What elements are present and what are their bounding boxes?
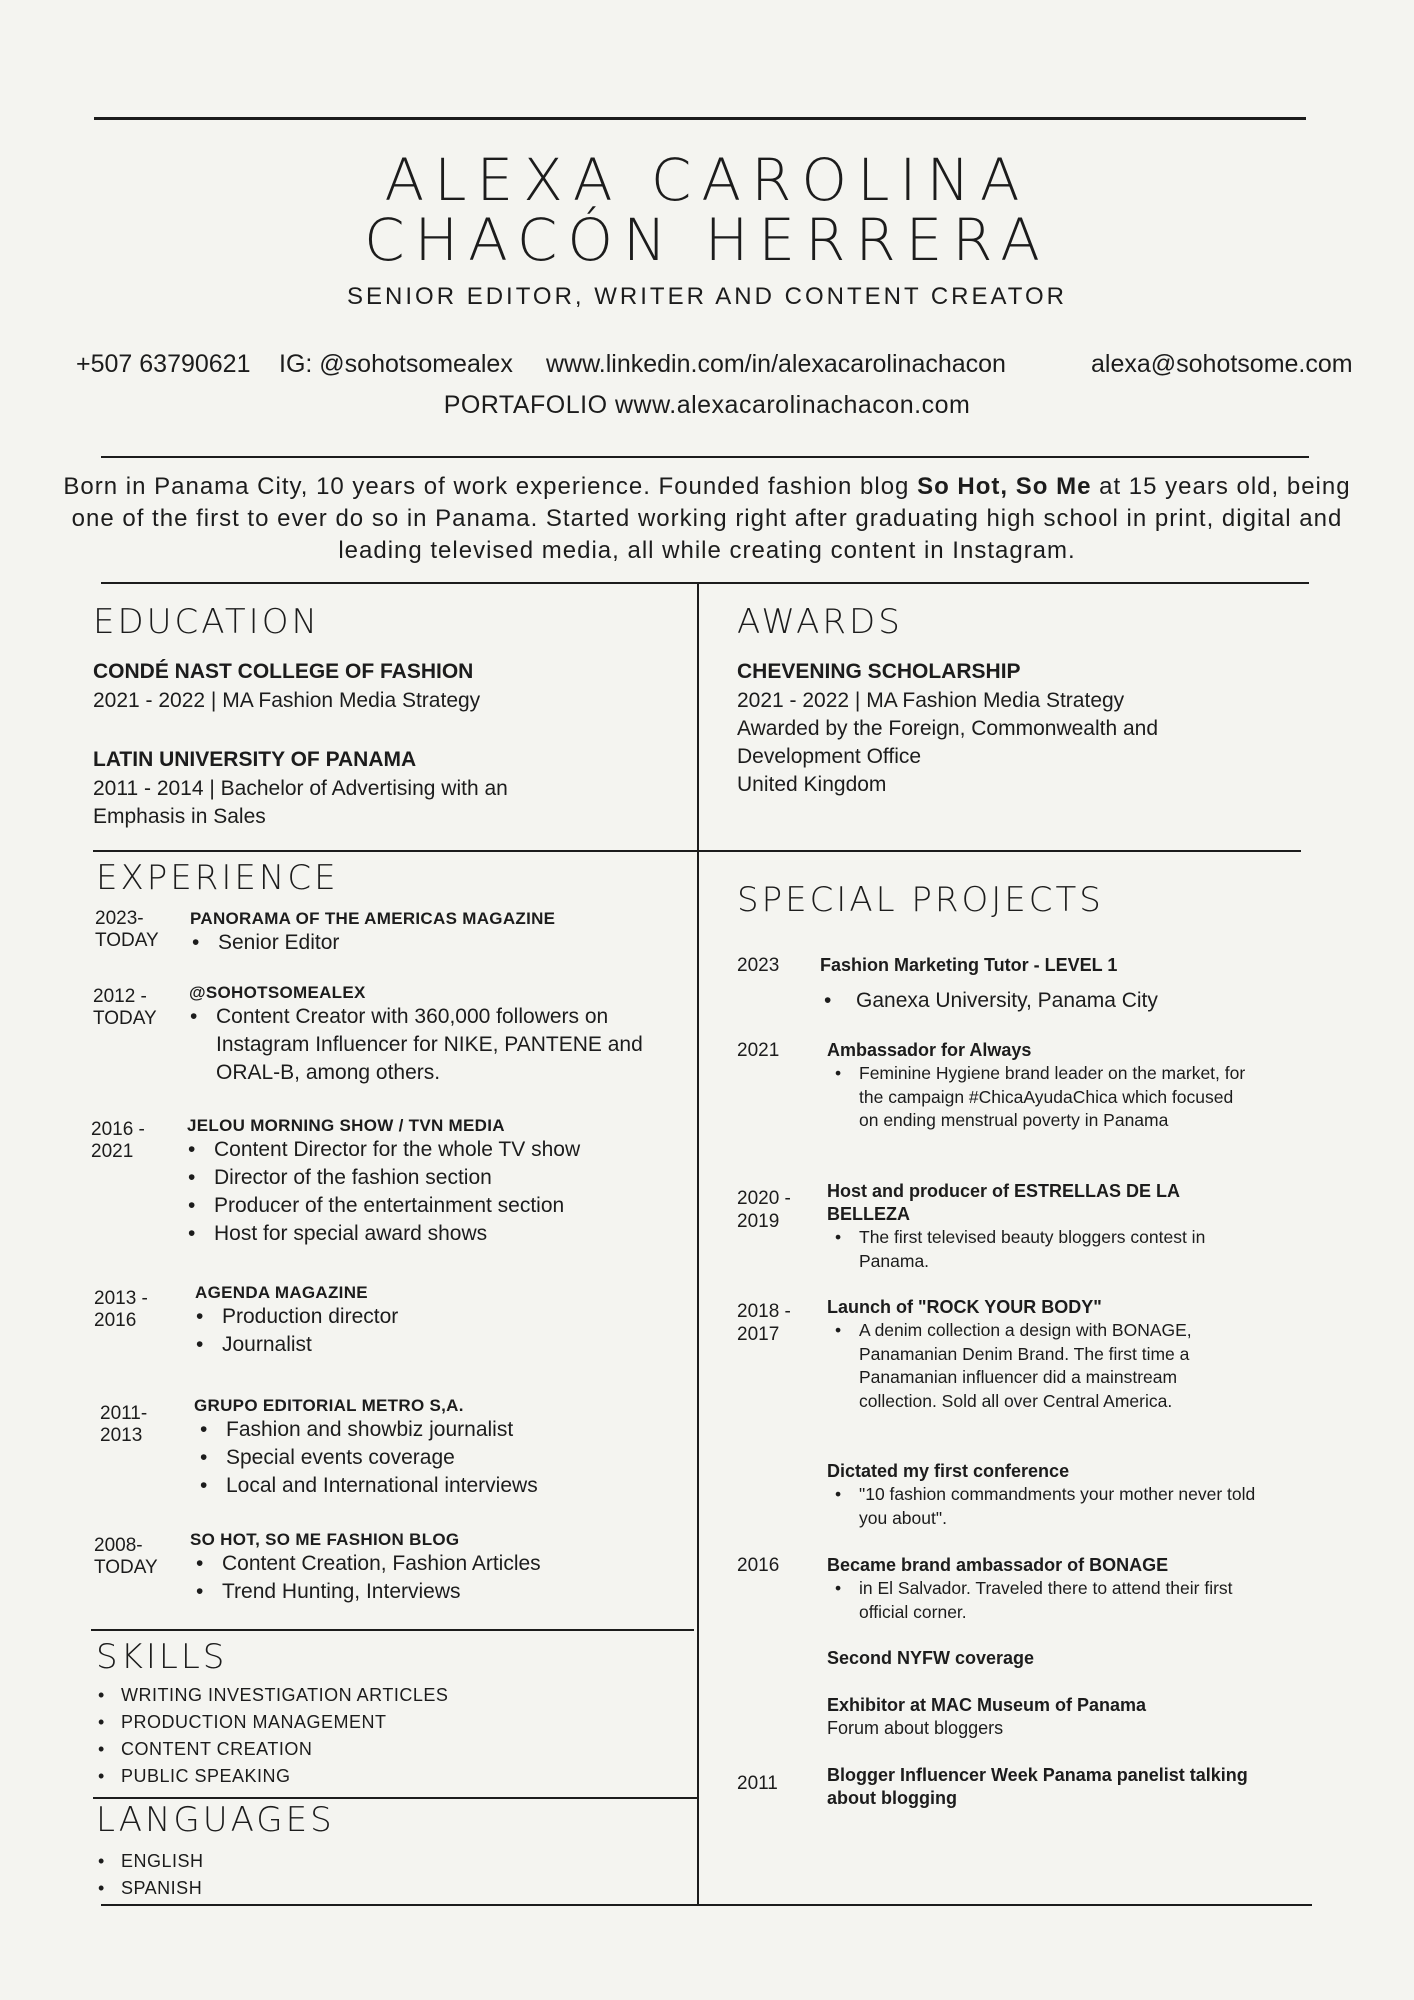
project-item (827, 1460, 1257, 1530)
project-item (827, 1694, 1257, 1740)
experience-years: 2023- TODAY (95, 908, 159, 951)
list-item: • A denim collection a design with BONAGE, Panamanian Denim Brand. The first time a Panamanian influencer did a mainstream collection. Sold all over Central America. (827, 1319, 1257, 1413)
bottom-rule (101, 1904, 1312, 1906)
languages-top-rule (93, 1797, 698, 1799)
summary-top-rule (101, 456, 1309, 458)
contact-email[interactable]: alexa@sohotsome.com (1091, 350, 1353, 378)
project-bullets (827, 1319, 1257, 1413)
languages-heading: LANGUAGES (96, 1800, 335, 1840)
languages-list (94, 1848, 654, 1902)
experience-title: JELOU MORNING SHOW / TVN MEDIA (187, 1116, 505, 1135)
project-title: Second NYFW coverage (827, 1648, 1035, 1668)
project-years: 2018 - 2017 (737, 1301, 791, 1345)
list-item: • Host for special award shows (184, 1220, 677, 1248)
education-school: LATIN UNIVERSITY OF PANAMA (93, 748, 417, 771)
experience-bullets (188, 929, 670, 957)
project-title: Launch of "ROCK YOUR BODY" (827, 1297, 1102, 1317)
list-item: • Local and International interviews (196, 1472, 674, 1500)
project-item (827, 1764, 1257, 1810)
education-detail: 2011 - 2014 | Bachelor of Advertising with an (93, 777, 508, 800)
summary-blog-name: So Hot, So Me (917, 473, 1092, 500)
list-item: • Ganexa University, Panama City (820, 987, 1300, 1015)
list-item: • SPANISH (94, 1875, 654, 1902)
summary-text-end: at 15 years old, being one of the first to ever do so in Panama. Started working right after graduating high school in print, digital and leading televised media, all while creating content in Instagram. (71, 473, 1351, 564)
list-item: • PUBLIC SPEAKING (94, 1763, 654, 1790)
award-detail: United Kingdom (737, 773, 887, 796)
list-item: • "10 fashion commandments your mother never told you about". (827, 1483, 1257, 1530)
job-subtitle: SENIOR EDITOR, WRITER AND CONTENT CREATOR (347, 283, 1067, 310)
contact-portfolio[interactable]: PORTAFOLIO www.alexacarolinachacon.com (443, 391, 971, 419)
contact-instagram[interactable]: IG: @sohotsomealex (279, 350, 513, 378)
project-item (827, 1039, 1247, 1133)
list-item: • Producer of the entertainment section (184, 1192, 677, 1220)
experience-title: PANORAMA OF THE AMERICAS MAGAZINE (190, 909, 556, 928)
experience-years: 2011- 2013 (100, 1403, 148, 1446)
project-title: Dictated my first conference (827, 1461, 1070, 1481)
project-years: 2011 (737, 1773, 778, 1794)
experience-years: 2013 - 2016 (94, 1288, 148, 1331)
award-name: CHEVENING SCHOLARSHIP (737, 660, 1021, 683)
project-bullets (827, 1062, 1247, 1133)
project-years: 2020 - 2019 (737, 1188, 791, 1232)
experience-bullets (196, 1416, 674, 1500)
languages-list-wrap (94, 1848, 654, 1902)
experience-heading: EXPERIENCE (96, 858, 339, 898)
awards-heading: AWARDS (737, 602, 903, 642)
list-item: • ENGLISH (94, 1848, 654, 1875)
project-item (827, 1554, 1257, 1624)
education-heading: EDUCATION (93, 602, 320, 642)
list-item: • Special events coverage (196, 1444, 674, 1472)
project-years: 2023 (737, 955, 780, 976)
experience-title: SO HOT, SO ME FASHION BLOG (190, 1530, 460, 1549)
summary-text-start: Born in Panama City, 10 years of work experience. Founded fashion blog (63, 473, 918, 500)
skills-list-wrap (94, 1682, 654, 1790)
list-item: • CONTENT CREATION (94, 1736, 654, 1763)
project-detail: Forum about bloggers (827, 1718, 1004, 1738)
skills-list (94, 1682, 654, 1790)
list-item: • Content Creator with 360,000 followers on Instagram Influencer for NIKE, PANTENE and ORAL-B, among others. (186, 1003, 669, 1087)
summary-bottom-rule (101, 582, 1309, 584)
list-item: • Trend Hunting, Interviews (192, 1578, 670, 1606)
education-detail: 2021 - 2022 | MA Fashion Media Strategy (93, 689, 481, 712)
list-item: • Production director (192, 1303, 675, 1331)
skills-top-rule (91, 1629, 694, 1631)
project-title: Became brand ambassador of BONAGE (827, 1555, 1169, 1575)
top-rule (94, 117, 1306, 120)
skills-heading: SKILLS (96, 1637, 228, 1677)
profile-summary (50, 471, 1364, 567)
project-bullets (827, 1577, 1257, 1624)
education-item (93, 748, 673, 831)
experience-years: 2008- TODAY (94, 1535, 158, 1578)
experience-bullets (192, 1303, 675, 1359)
experience-title: GRUPO EDITORIAL METRO S,A. (194, 1396, 464, 1415)
experience-bullets (186, 1003, 669, 1087)
list-item: • Content Director for the whole TV show (184, 1136, 677, 1164)
project-title: Fashion Marketing Tutor - LEVEL 1 (820, 955, 1118, 975)
experience-item (195, 1283, 675, 1359)
experience-item (189, 983, 669, 1087)
project-item (827, 1180, 1257, 1273)
award-detail: 2021 - 2022 | MA Fashion Media Strategy (737, 689, 1125, 712)
list-item: • PRODUCTION MANAGEMENT (94, 1709, 654, 1736)
list-item: • Feminine Hygiene brand leader on the market, for the campaign #ChicaAyudaChica which focused on ending menstrual poverty in Panama (827, 1062, 1247, 1133)
list-item: • Content Creation, Fashion Articles (192, 1550, 670, 1578)
list-item: • The first televised beauty bloggers contest in Panama. (827, 1226, 1257, 1273)
experience-bullets (184, 1136, 677, 1248)
project-title: Host and producer of ESTRELLAS DE LA BELLEZA (827, 1181, 1180, 1224)
list-item: • Fashion and showbiz journalist (196, 1416, 674, 1444)
project-item (827, 1647, 1257, 1670)
experience-item (187, 1116, 677, 1248)
name-line-1: ALEXA CAROLINA (384, 146, 1030, 214)
section-rule-left (93, 850, 698, 852)
name-line-2: CHACÓN HERRERA (364, 206, 1050, 274)
award-item (737, 660, 1337, 799)
project-title: Exhibitor at MAC Museum of Panama (827, 1695, 1147, 1715)
experience-item (190, 1530, 670, 1606)
experience-years: 2012 - TODAY (93, 986, 157, 1029)
list-item: • Director of the fashion section (184, 1164, 677, 1192)
project-item (820, 954, 1300, 1015)
special-projects-heading: SPECIAL PROJECTS (737, 880, 1104, 920)
experience-item (190, 909, 670, 957)
project-item (827, 1296, 1257, 1413)
award-detail: Development Office (737, 745, 922, 768)
experience-title: AGENDA MAGAZINE (195, 1283, 368, 1302)
project-years: 2016 (737, 1555, 780, 1576)
experience-title: @SOHOTSOMEALEX (189, 983, 366, 1002)
project-title: Ambassador for Always (827, 1040, 1032, 1060)
experience-bullets (192, 1550, 670, 1606)
contact-phone[interactable]: +507 63790621 (76, 350, 251, 378)
project-years: 2021 (737, 1040, 780, 1061)
project-bullets (827, 1483, 1257, 1530)
contact-linkedin[interactable]: www.linkedin.com/in/alexacarolinachacon (546, 350, 1006, 378)
column-divider (697, 583, 699, 1905)
list-item: • in El Salvador. Traveled there to attend their first official corner. (827, 1577, 1257, 1624)
project-bullets (827, 1226, 1257, 1273)
list-item: • WRITING INVESTIGATION ARTICLES (94, 1682, 654, 1709)
education-detail: Emphasis in Sales (93, 805, 266, 828)
experience-years: 2016 - 2021 (91, 1119, 145, 1162)
list-item: • Journalist (192, 1331, 675, 1359)
section-rule-right (698, 850, 1301, 852)
education-item (93, 660, 673, 715)
list-item: • Senior Editor (188, 929, 670, 957)
experience-item (194, 1396, 674, 1500)
project-title: Blogger Influencer Week Panama panelist talking about blogging (827, 1765, 1248, 1808)
education-school: CONDÉ NAST COLLEGE OF FASHION (93, 660, 474, 683)
award-detail: Awarded by the Foreign, Commonwealth and (737, 717, 1159, 740)
project-bullets (820, 987, 1300, 1015)
